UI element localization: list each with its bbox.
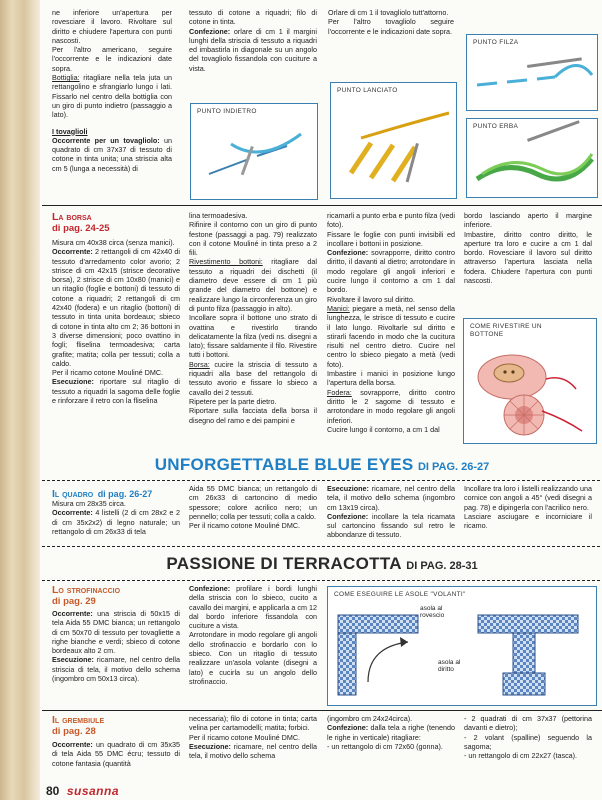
text: Per l'altro tovagliolo seguire l'occorrente e le indicazioni date sopra. <box>328 17 454 36</box>
label: Esecuzione: <box>52 377 94 387</box>
brand-logo: susanna <box>66 783 119 798</box>
section-page: di pag. 28 <box>52 726 96 737</box>
label: Rivestimento bottoni: <box>189 257 263 267</box>
text: Per il ricamo cotone Mouliné DMC. <box>189 521 301 531</box>
illustration-rivestire-bottone <box>463 318 597 444</box>
asole-drawing <box>328 587 596 705</box>
illustration-punto-indietro <box>190 103 318 200</box>
text: Orlare di cm 1 il tovagliolo tutt'attorno. <box>328 8 449 17</box>
text: (ingombro cm 24x24circa). <box>327 714 413 723</box>
quadro-col-1 <box>52 499 180 536</box>
section-title: Il quadro <box>52 488 94 500</box>
band-title: PASSIONE DI TERRACOTTA <box>166 554 402 573</box>
text: sovrapporre, diritto contro diritto le 2 sagome di tessuto e arrotondare in modo regolare gli angoli inferiori. <box>327 387 455 425</box>
section-band-terracotta <box>42 548 602 580</box>
text: - un rettangolo di cm 22x27 (tasca). <box>464 751 578 761</box>
label: Confezione: <box>327 511 369 521</box>
text: Per il ricamo cotone Mouliné DMC. <box>189 732 301 742</box>
text: Riportare sulla facciata della borsa il disegno del ramo e dei pampini e <box>189 406 317 425</box>
text: ricamare, nel centro della tela, il motivo dello schema <box>189 741 317 761</box>
label: Confezione: <box>327 248 369 258</box>
illustration-punto-erba <box>466 118 598 198</box>
text: incollare la tela ricamata sul cartoncino fissando sul retro le abbondanze di tessuto. <box>327 511 455 540</box>
grembiule-col-4 <box>464 714 592 760</box>
section-page: di pag. 26-27 <box>97 489 153 499</box>
strofinaccio-col-2 <box>189 584 317 686</box>
subheading: I tovaglioli <box>52 126 88 136</box>
text: ricamare, nel centro della striscia di tela, il motivo dello schema (ingombro cm 50x13 circa). <box>52 655 180 684</box>
text: ricamarli a punto erba e punto filza (vedi foto). <box>327 211 455 230</box>
strofinaccio-col-1 <box>52 609 180 683</box>
text: 4 listelli (2 di cm 28x2 e 2 di cm 35x2x2) di legno naturale; un rettangolo di cm 26x33 di tela <box>52 508 180 536</box>
label: Occorrente: <box>52 508 93 518</box>
label: Occorrente: <box>52 740 93 749</box>
binding-spine <box>0 0 40 800</box>
text: Misura cm 28x35 circa. <box>52 499 126 508</box>
stitch-drawing <box>467 35 597 110</box>
section-band-blue-eyes <box>42 449 602 481</box>
text: piegare a metà, nel senso della lunghezza, le strisce di tessuto e cucire il lato lungo. Rivoltarle sul diritto e stirarli facendo in modo che la cucitura risulti nel centro dietro. Cucire nel centro lo sbieco piegato a metà (vedi foto). <box>327 303 455 369</box>
text: bordo lasciando aperto il margine inferiore. <box>464 211 592 230</box>
text: sovrapporre, diritto contro diritto, il davanti al dietro; arrotondare in modo regolare gli angoli inferiori e cucire lungo il contorno a cm 1 dal bordo. <box>327 248 455 295</box>
text: necessaria); filo di cotone in tinta; carta velina per cartamodelli; matita; forbici. <box>189 714 317 733</box>
text: Imbastire i manici in posizione lungo l'apertura della borsa. <box>327 369 455 388</box>
text: Lasciare asciugare e incorniciare il ricamo. <box>464 511 592 531</box>
borsa-title <box>52 211 182 235</box>
band-title: UNFORGETTABLE BLUE EYES <box>154 455 414 474</box>
quadro-col-3 <box>327 484 455 540</box>
label: Confezione: <box>327 723 369 733</box>
text: 2 rettangoli di cm 42x40 di tessuto d'arredamento color avorio; 2 strisce di cm 42x15 (strisce decorative borsa), 2 strisce di cm 10x80 (manici) e un ritaglio (foglie e bottoni) di tessuto di cotone a riquadri; 2 rettangoli di cm 42x40 (fodera) e un ritaglio (bottoni) di tessuto in tinta unita bordeaux; sbieco di cotone in tinta alto cm 2; 36 bottoni in 3 diverse dimensioni; poco ovattino in fogli; fliselina termoadesiva; carta grafite; matita; colla per tessuti; colla a caldo. <box>52 247 180 368</box>
section-divider <box>42 710 602 711</box>
text: tessuto di cotone a riquadri; filo di cotone in tinta. <box>189 8 317 27</box>
text: Per l'altro americano, seguire l'occorrente e le indicazioni date sopra. <box>52 45 172 73</box>
grembiule-col-1 <box>52 740 180 768</box>
label: Occorrente: <box>52 609 93 618</box>
stitch-drawing <box>331 83 456 198</box>
illustration-asole-volanti <box>327 586 597 706</box>
text: Incollare sopra il bottone uno strato di ovattina e rivestirlo tirando delicatamente la filza (vedi ns. disegni a lato); fissare saldamente il filo. Rivestire tutti i bottoni. <box>189 313 317 360</box>
asola-diritto-label: asola al diritto <box>438 659 461 673</box>
section-page: di pag. 24-25 <box>52 223 110 234</box>
label: Esecuzione: <box>189 741 231 751</box>
grembiule-col-3 <box>327 714 455 751</box>
label: Occorrente: <box>52 247 93 257</box>
illustration-label: PUNTO ERBA <box>473 123 519 130</box>
text: orlare di cm 1 il margini lunghi della striscia di tessuto a riquadri ed imbastirla in diagonale su un angolo del tovagliolo fissandola con cuciture a vista. <box>189 26 317 73</box>
borsa-col-1 <box>52 238 180 405</box>
text: Fissare le foglie con punti invisibili ed incollare i bottoni in posizione. <box>327 229 455 248</box>
section-divider <box>42 546 602 547</box>
text: un quadrato di cm 35x35 di tela Aida 55 DMC écru; tessuto di cotone fantasia (quantità <box>52 740 180 768</box>
illustration-label: PUNTO FILZA <box>473 39 519 46</box>
label: Confezione: <box>189 26 231 36</box>
text: Incollare tra loro i listelli realizzando una cornice con angoli a 45° (vedi disegni a pag. 78) e dipingerla con l'acrilico nero. <box>464 484 592 512</box>
text: un quadrato di cm 37x37 di tessuto di cotone in tinta unita; una striscia alta cm 5 (lunga a necessità) di <box>52 135 173 173</box>
borsa-col-2 <box>189 211 317 425</box>
text: Imbastire, diritto contro diritto, le aperture tra loro e cucire a cm 1 dal bordo. Rovesciare il lavoro sul diritto attraverso l'apertura lasciata nella fodera. Chiudere l'apertura con punti nascosti. <box>464 229 592 286</box>
text: - un rettangolo di cm 72x60 (gonna). <box>327 741 443 751</box>
text: ne inferiore un'apertura per rovesciare il lavoro. Rivoltare sul diritto e chiudere l'apertura con punti nascosti. <box>52 8 172 45</box>
quadro-col-2 <box>189 484 317 530</box>
text: - 2 quadrati di cm 37x37 (pettorina davanti e dietro); <box>464 714 592 733</box>
label: Esecuzione: <box>52 655 94 665</box>
text: lina termoadesiva. <box>189 211 248 220</box>
section-divider <box>42 205 602 206</box>
text: profilare i bordi lunghi della striscia con lo sbieco, cucito a cavallo dei margini, e applicarla a cm 12 dal bordo inferiore fissandola con cuciture a vista. <box>189 584 317 631</box>
illustration-label: COME ESEGUIRE LE ASOLE "VOLANTI" <box>334 591 466 598</box>
label: Manici: <box>327 303 350 313</box>
text: Misura cm 40x38 circa (senza manici). <box>52 238 175 247</box>
top-col-2 <box>189 8 317 73</box>
section-title: La borsa <box>52 211 92 223</box>
label: Occorrente per un tovagliolo: <box>52 135 160 145</box>
illustration-label: PUNTO LANCIATO <box>337 87 398 94</box>
section-divider <box>42 480 602 481</box>
stitch-drawing <box>191 104 317 199</box>
text: riportare sul ritaglio di tessuto a riquadri la sagoma delle foglie e rinforzare il retro con la fliselina <box>52 377 180 406</box>
borsa-col-4 <box>464 211 592 285</box>
stitch-drawing <box>467 119 597 197</box>
section-page: di pag. 29 <box>52 596 96 607</box>
band-page: DI PAG. 26-27 <box>417 461 490 473</box>
text: Cucire lungo il contorno, a cm 1 dal <box>327 424 440 434</box>
text: ritagliare nella tela juta un rettangolino e sfrangiarlo lungo i lati. Fissarlo nel centro della bottiglia con un giro di punto indietro (passaggio a lato). <box>52 73 172 120</box>
text: cucire la striscia di tessuto a riquadri alla base del rettangolo di tessuto avorio e fissare lo sbieco a cavallo dei 2 tessuti. <box>189 359 317 397</box>
text: Rivoltare il lavoro sul diritto. <box>327 294 415 304</box>
text: Arrotondare in modo regolare gli angoli dello strofinaccio e bordarlo con lo sbieco. Con un ritaglio di tessuto realizzare un'asola volante (disegni a lato) e cucirla su un angolo dello strofinaccio. <box>189 630 317 686</box>
text: dalla tela a righe (tenendo le righe in verticale) ritagliare: <box>327 723 455 742</box>
label: Confezione: <box>189 584 231 593</box>
section-title: Lo strofinaccio <box>52 584 121 596</box>
strofinaccio-title <box>52 584 182 608</box>
illustration-punto-filza <box>466 34 598 111</box>
label: Bottiglia: <box>52 73 80 83</box>
illustration-label: COME RIVESTIRE UN BOTTONE <box>470 323 542 338</box>
text: Rifinire il contorno con un giro di punto festone (passaggi a pag. 79) realizzato con il cotone Mouliné in tinta preso a 2 fili. <box>189 220 317 258</box>
text: una striscia di 50x15 di tela Aida 55 DMC bianca; un rettangolo di cm 50x70 di tessuto per tovagliette a righe bianche e verdi; sbieco di cotone bordeaux alto 2 cm. <box>52 609 180 656</box>
label: Esecuzione: <box>327 484 369 493</box>
text: Aida 55 DMC bianca; un rettangolo di cm 26x33 di cartoncino di medio spessore; colore acrilico nero; un pennello; colla per tessuti; colla a caldo. <box>189 484 317 521</box>
label: Borsa: <box>189 359 210 369</box>
page-footer <box>46 782 119 798</box>
illustration-label: PUNTO INDIETRO <box>197 108 257 115</box>
text: - 2 volant (spalline) seguendo la sagoma; <box>464 732 592 751</box>
top-col-3 <box>328 8 454 36</box>
grembiule-title <box>52 714 182 738</box>
text: Per il ricamo cotone Mouliné DMC. <box>52 368 164 378</box>
grembiule-col-2 <box>189 714 317 760</box>
text: ricamare, nel centro della tela, il motivo dello schema (ingombro cm 13x19 circa). <box>327 484 455 512</box>
band-page: DI PAG. 28-31 <box>406 560 478 572</box>
borsa-col-3 <box>327 211 455 434</box>
page-number: 80 <box>46 783 60 798</box>
asola-rovescio-label: asola al rovescio <box>420 605 445 619</box>
text: Ripetere per la parte dietro. <box>189 396 277 406</box>
section-divider <box>42 580 602 581</box>
top-col-1 <box>52 8 172 173</box>
quadro-col-4 <box>464 484 592 530</box>
label: Fodera: <box>327 387 352 397</box>
text: ritagliare dal tessuto a riquadri dei dischetti (il diametro deve essere di cm 1 più grande del diametro del bottone) e realizzare lungo la circonferenza un giro di punto filza (passaggio in alto). <box>189 257 317 313</box>
illustration-punto-lanciato <box>330 82 457 199</box>
section-title: Il grembiule <box>52 714 105 726</box>
